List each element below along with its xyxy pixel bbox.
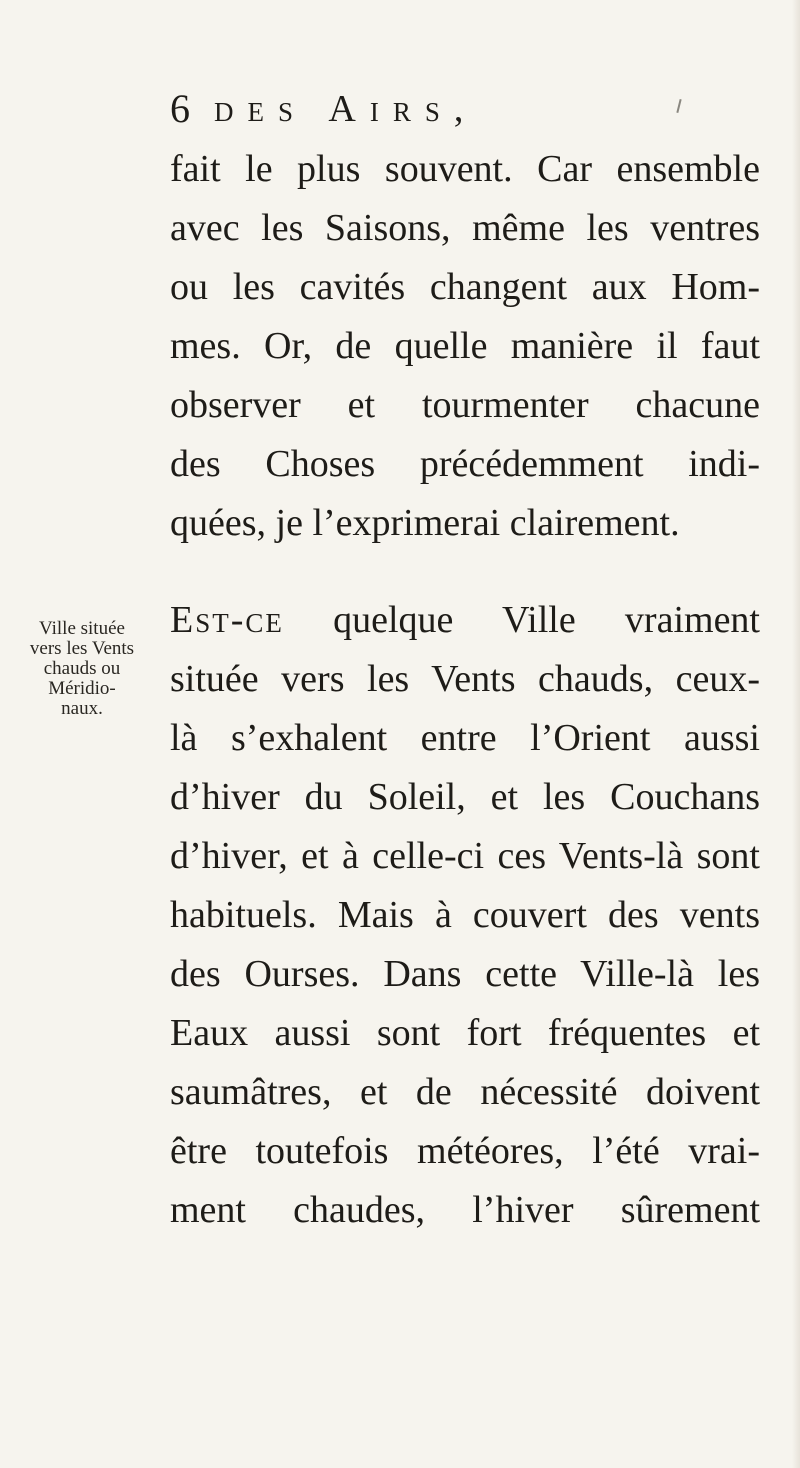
text-line: habituels. Mais à couvert des vents — [170, 894, 760, 936]
text-line: là s’exhalent entre l’Orient aussi — [170, 717, 760, 759]
text-line: mes. Or, de quelle manière il faut — [170, 325, 760, 367]
text-line: quées, je l’exprimerai clairement. — [170, 502, 680, 544]
text-line: Eaux aussi sont fort fréquentes et — [170, 1012, 760, 1054]
text-line: être toutefois météores, l’été vrai- — [170, 1130, 760, 1172]
text-line-first — [170, 591, 760, 650]
paragraph-lead: Est-ce — [170, 599, 284, 641]
text-line: située vers les Vents chauds, ceux- — [170, 658, 760, 700]
margin-note — [2, 619, 162, 719]
margin-note-line: naux. — [61, 698, 103, 719]
text-line: fait le plus souvent. Car ensemble — [170, 148, 760, 190]
page-edge — [792, 0, 800, 1468]
first-line-rest: quelque Ville vraiment — [283, 599, 760, 641]
text-line: observer et tourmenter chacune — [170, 384, 760, 426]
printing-mark — [676, 99, 681, 113]
running-title: des Airs, — [214, 88, 478, 130]
paragraph-1 — [170, 140, 760, 553]
paragraph-2 — [170, 591, 760, 1240]
margin-note-line: vers les Vents — [29, 638, 135, 659]
text-line: saumâtres, et de nécessité doivent — [170, 1071, 760, 1113]
text-line: ou les cavités changent aux Hom- — [170, 266, 760, 308]
margin-note-line: Méridio- — [48, 678, 116, 699]
margin-note-line: Ville située — [39, 618, 125, 639]
text-line: avec les Saisons, même les ventres — [170, 207, 760, 249]
page-header — [170, 84, 670, 134]
text-line: des Choses précédemment indi- — [170, 443, 760, 485]
text-line: des Ourses. Dans cette Ville-là les — [170, 953, 760, 995]
text-line: d’hiver, et à celle-ci ces Vents-là sont — [170, 835, 760, 877]
margin-note-line: chauds ou — [43, 658, 121, 679]
text-line: d’hiver du Soleil, et les Couchans — [170, 776, 760, 818]
page-number: 6 — [170, 86, 190, 131]
text-line: ment chaudes, l’hiver sûrement — [170, 1189, 760, 1231]
